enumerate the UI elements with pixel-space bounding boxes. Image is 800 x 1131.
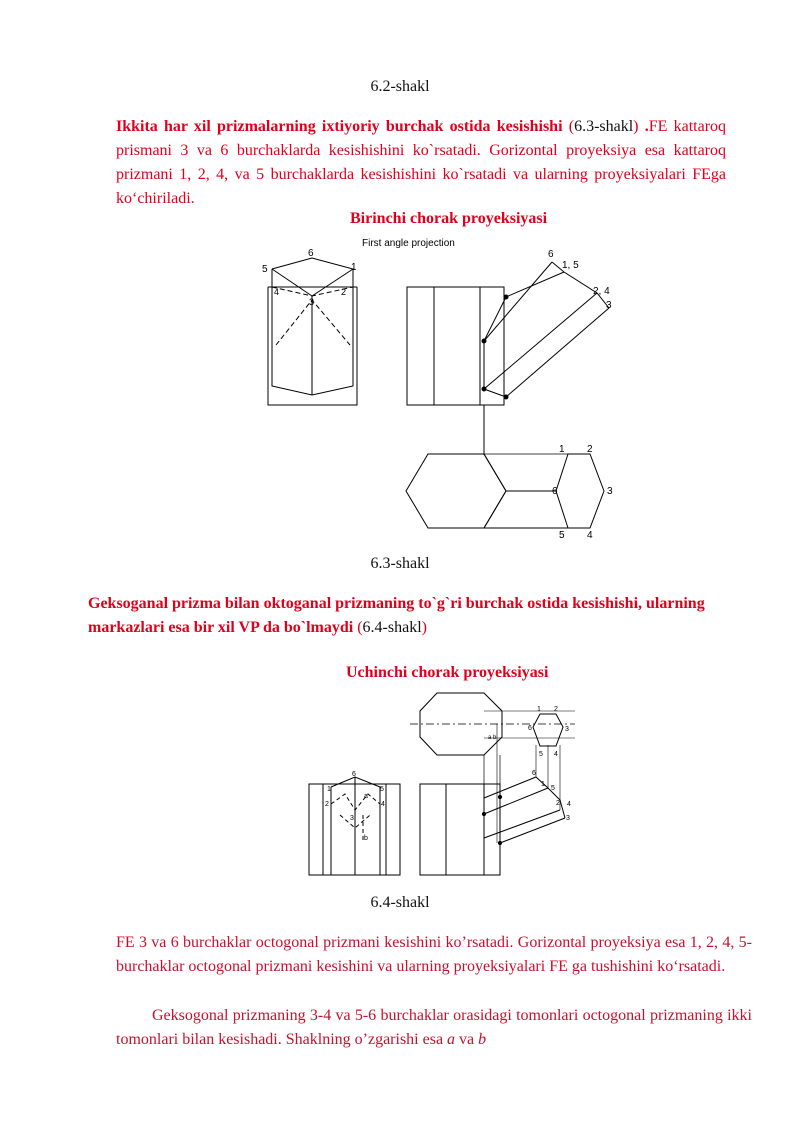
f1-top-3: 3	[607, 486, 613, 497]
section1-ref: 6.3-shakl	[574, 118, 634, 135]
section2-title-block	[88, 592, 728, 640]
section1-dot: .	[644, 118, 649, 135]
f2-side-5: 5	[551, 785, 555, 792]
f1-top-1: 1	[559, 444, 565, 455]
f1-label-1: 1	[351, 262, 357, 273]
f2-top-5: 5	[539, 751, 543, 758]
f1-label-2: 2	[341, 287, 347, 297]
section2-ref-close: )	[421, 619, 427, 636]
f2-side-6: 6	[532, 770, 536, 777]
paragraph-1: FE 3 va 6 burchaklar octogonal prizmani kesishini ko’rsatadi. Gorizontal proyeksiya esa 1, 2, 4, 5- burchaklar octogonal prizmani kesishini va ularning proyeksiyalari FE ga tushishini ko‘rsatadi.	[116, 934, 752, 975]
f2-side-1: 1	[541, 781, 545, 788]
f2-front-6: 6	[352, 771, 356, 778]
paragraph-2	[116, 1004, 752, 1052]
f2-front-a: a	[364, 793, 368, 800]
f2-front-4: 4	[381, 801, 385, 808]
paragraph-2-b: b	[478, 1031, 487, 1048]
f2-front-b: b	[364, 835, 368, 842]
caption-6-3: 6.3-shakl	[370, 555, 430, 572]
f2-front-3: 3	[350, 815, 354, 822]
f2-front-5: 5	[380, 786, 384, 793]
subheading-first-angle: Birinchi chorak proyeksiyasi	[350, 210, 548, 227]
f1-label-4: 4	[274, 287, 280, 297]
f1-top-4: 4	[587, 530, 593, 541]
section2-title: Geksoganal prizma bilan oktoganal prizmaning to`g`ri burchak ostida kesishishi, ularning markazlari esa bir xil VP da bo`lmaydi	[88, 595, 705, 636]
section2-ref: 6.4-shakl	[362, 619, 422, 636]
section1-paragraph	[116, 115, 726, 211]
f1-side-3: 3	[606, 300, 612, 311]
f2-top-ab: a b	[488, 735, 497, 741]
f2-top-1: 1	[537, 706, 541, 713]
f2-front-1: 1	[327, 786, 331, 793]
f2-top-6: 6	[528, 725, 532, 732]
f1-top-5: 5	[559, 530, 565, 541]
section1-paren-close: )	[633, 118, 645, 135]
figure-6-3	[0, 232, 800, 552]
figure-6-4	[0, 690, 800, 880]
paragraph-2-text: Geksogonal prizmaning 3-4 va 5-6 burchaklar orasidagi tomonlari octogonal prizmaning ikki tomonlari bilan kesishadi. Shaklning o’zgarishi esa	[116, 1007, 752, 1048]
section1-body: FE kattaroq prismani 3 va 6 burchaklarda kesishishini ko`rsatadi. Gorizontal proyeksiya esa kattaroq prizmani 1, 2, 4, va 5 burchaklarda kesishishini ko`rsatadi va ularning proyeksiyalari FEga ko‘chiriladi.	[116, 118, 727, 207]
f2-top-2: 2	[554, 706, 558, 713]
f2-front-2: 2	[325, 801, 329, 808]
f2-top-4: 4	[554, 751, 558, 758]
f1-label-3: 3	[309, 297, 315, 307]
f2-side-3: 3	[566, 815, 570, 822]
paragraph-2-a: a	[447, 1031, 456, 1048]
f1-side-15: 1, 5	[562, 260, 579, 271]
f1-side-24: 2, 4	[593, 286, 610, 297]
f1-top-6: 6	[552, 486, 558, 497]
subheading-third-angle: Uchinchi chorak proyeksiyasi	[346, 664, 549, 681]
caption-6-2: 6.2-shakl	[370, 78, 430, 95]
section2-ref-open: (	[353, 619, 363, 636]
f1-label-5: 5	[262, 264, 268, 275]
section1-paren-open: (	[562, 118, 575, 135]
paragraph-2-va: va	[455, 1031, 479, 1048]
f2-top-3: 3	[565, 726, 569, 733]
section1-title: Ikkita har xil prizmalarning ixtiyoriy burchak ostida kesishishi	[116, 118, 563, 135]
f2-side-4: 4	[567, 801, 571, 808]
f2-side-2: 2	[556, 800, 560, 807]
f1-label-6: 6	[308, 248, 314, 259]
f1-top-2: 2	[587, 444, 593, 455]
f1-side-6: 6	[548, 249, 554, 260]
first-angle-label: First angle projection	[362, 238, 455, 249]
caption-6-4: 6.4-shakl	[370, 894, 430, 911]
